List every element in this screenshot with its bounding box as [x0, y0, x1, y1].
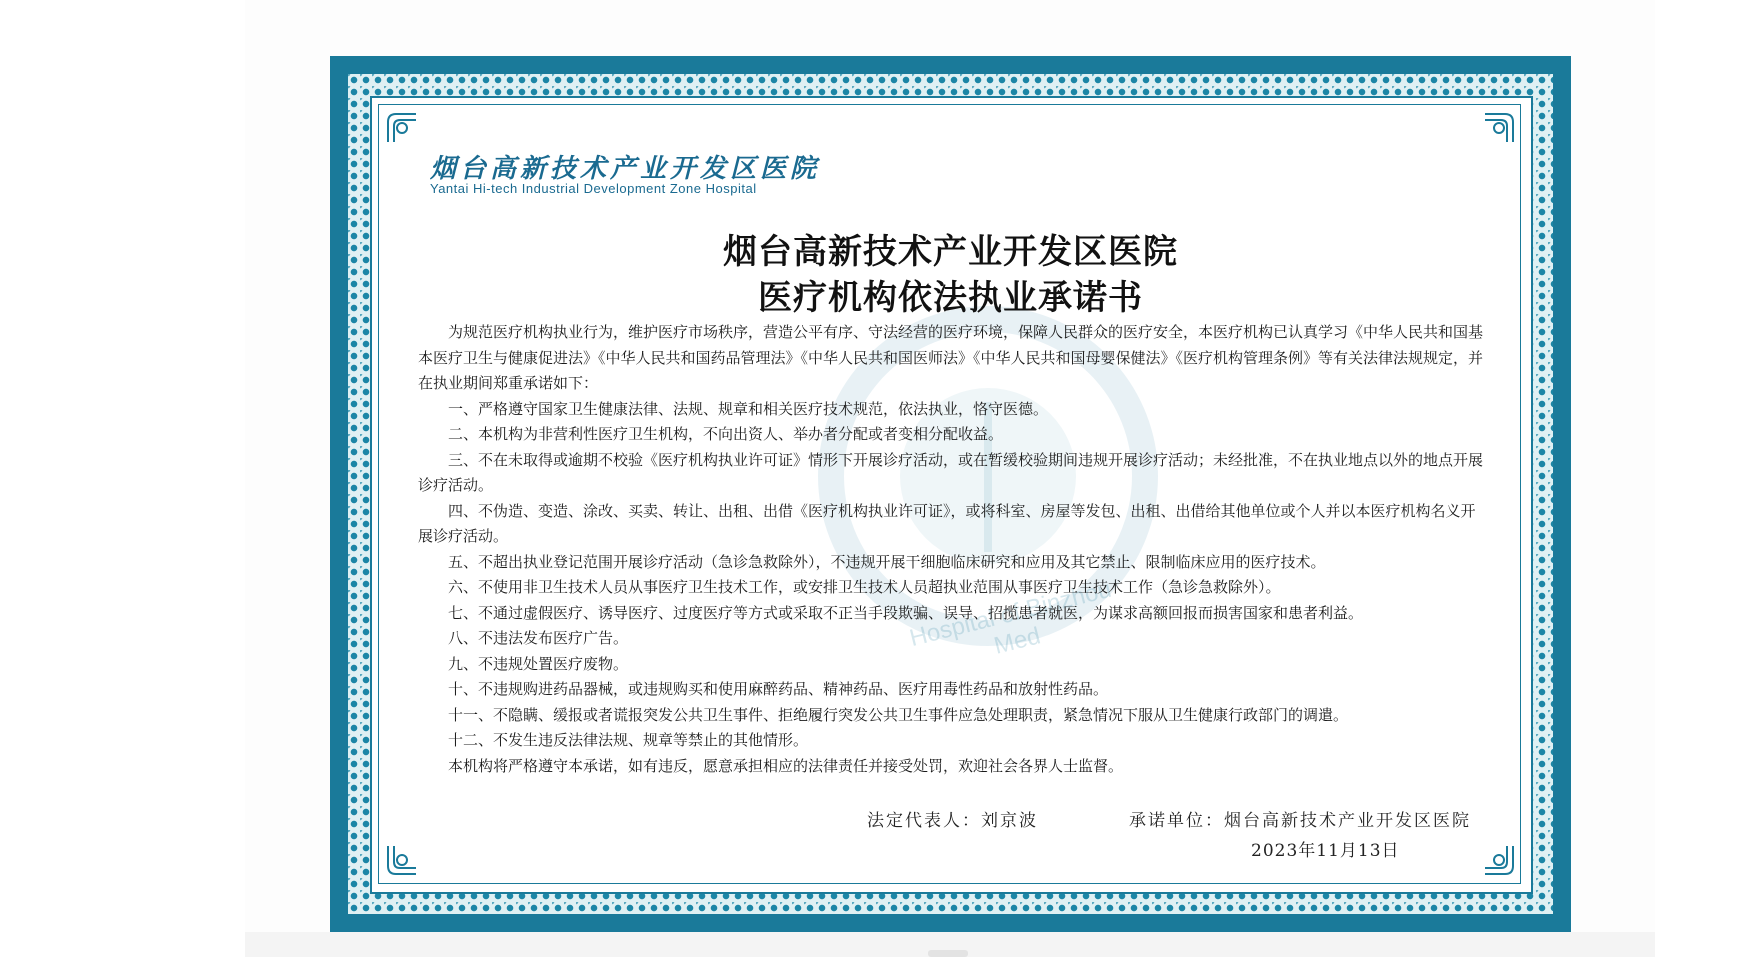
scroll-handle[interactable]: [928, 950, 968, 957]
pledge-paragraph: 十、不违规购进药品器械，或违规购买和使用麻醉药品、精神药品、医疗用毒性药品和放射性药品。: [448, 680, 1109, 698]
pledge-paragraph: 六、不使用非卫生技术人员从事医疗卫生技术工作，或安排卫生技术人员超执业范围从事医疗卫生技术工作（急诊急救除外）。: [448, 578, 1281, 596]
pledge-paragraph: 为规范医疗机构执业行为，维护医疗市场秩序，营造公平有序、守法经营的医疗环境，保障人民群众的医疗安全，本医疗机构已认真学习《中华人民共和国基本医疗卫生与健康促进法》《中华人民共和国药品管理法》《中华人民共和国医师法》《中华人民共和国母婴保健法》《医疗机构管理条例》等有关法律法规规定，并在执业期间郑重承诺如下：: [418, 323, 1484, 392]
document-title-hospital: 烟台高新技术产业开发区医院: [723, 232, 1178, 272]
legal-representative: 法定代表人：刘京波: [867, 811, 1038, 831]
pledge-paragraph: 四、不伪造、变造、涂改、买卖、转让、出租、出借《医疗机构执业许可证》，或将科室、房屋等发包、出租、出借给其他单位或个人并以本医疗机构名义开展诊疗活动。: [418, 501, 1476, 545]
corner-ornament-icon: [384, 842, 420, 878]
document-title-pledge: 医疗机构依法执业承诺书: [758, 278, 1143, 318]
pledge-paragraph: 八、不违法发布医疗广告。: [448, 629, 629, 647]
pledge-paragraph: 三、不在未取得或逾期不校验《医疗机构执业许可证》情形下开展诊疗活动，或在暂缓校验期间违规开展诊疗活动；未经批准，不在执业地点以外的地点开展诊疗活动。: [418, 450, 1484, 494]
signing-date: 2023年11月13日: [1251, 841, 1400, 861]
corner-ornament-icon: [1481, 842, 1517, 878]
pledge-paragraph: 十二、不发生违反法律法规、规章等禁止的其他情形。: [448, 731, 809, 749]
pledge-paragraph: 九、不违规处置医疗废物。: [448, 654, 629, 673]
corner-ornament-icon: [1481, 110, 1517, 146]
hospital-logo-chinese: 烟台高新技术产业开发区医院: [430, 154, 821, 184]
certificate-frame: [330, 56, 1571, 932]
pledge-paragraph: 十一、不隐瞒、缓报或者谎报突发公共卫生事件、拒绝履行突发公共卫生事件应急处理职责，紧急情况下服从卫生健康行政部门的调遣。: [448, 705, 1349, 724]
pledge-paragraph: 五、不超出执业登记范围开展诊疗活动（急诊急救除外），不违规开展干细胞临床研究和应用及其它禁止、限制临床应用的医疗技术。: [448, 552, 1326, 571]
pledging-unit: 承诺单位：烟台高新技术产业开发区医院: [1129, 811, 1471, 831]
corner-ornament-icon: [384, 110, 420, 146]
pledge-paragraph: 本机构将严格遵守本承诺，如有违反，愿意承担相应的法律责任并接受处罚，欢迎社会各界人士监督。: [448, 756, 1124, 775]
hospital-logo-english: Yantai Hi-tech Industrial Development Zone Hospital: [430, 181, 757, 196]
seal-watermark-text: Hospital of Binzhou Med: [906, 575, 1115, 660]
pledge-paragraph: 七、不通过虚假医疗、诱导医疗、过度医疗等方式或采取不正当手段欺骗、误导、招揽患者就医，为谋求高额回报而损害国家和患者利益。: [448, 603, 1364, 622]
pledge-body: [418, 320, 1488, 779]
pledge-paragraph: 二、本机构为非营利性医疗卫生机构，不向出资人、举办者分配或者变相分配收益。: [448, 425, 1004, 443]
pledge-paragraph: 一、严格遵守国家卫生健康法律、法规、规章和相关医疗技术规范，依法执业，恪守医德。: [448, 399, 1049, 418]
